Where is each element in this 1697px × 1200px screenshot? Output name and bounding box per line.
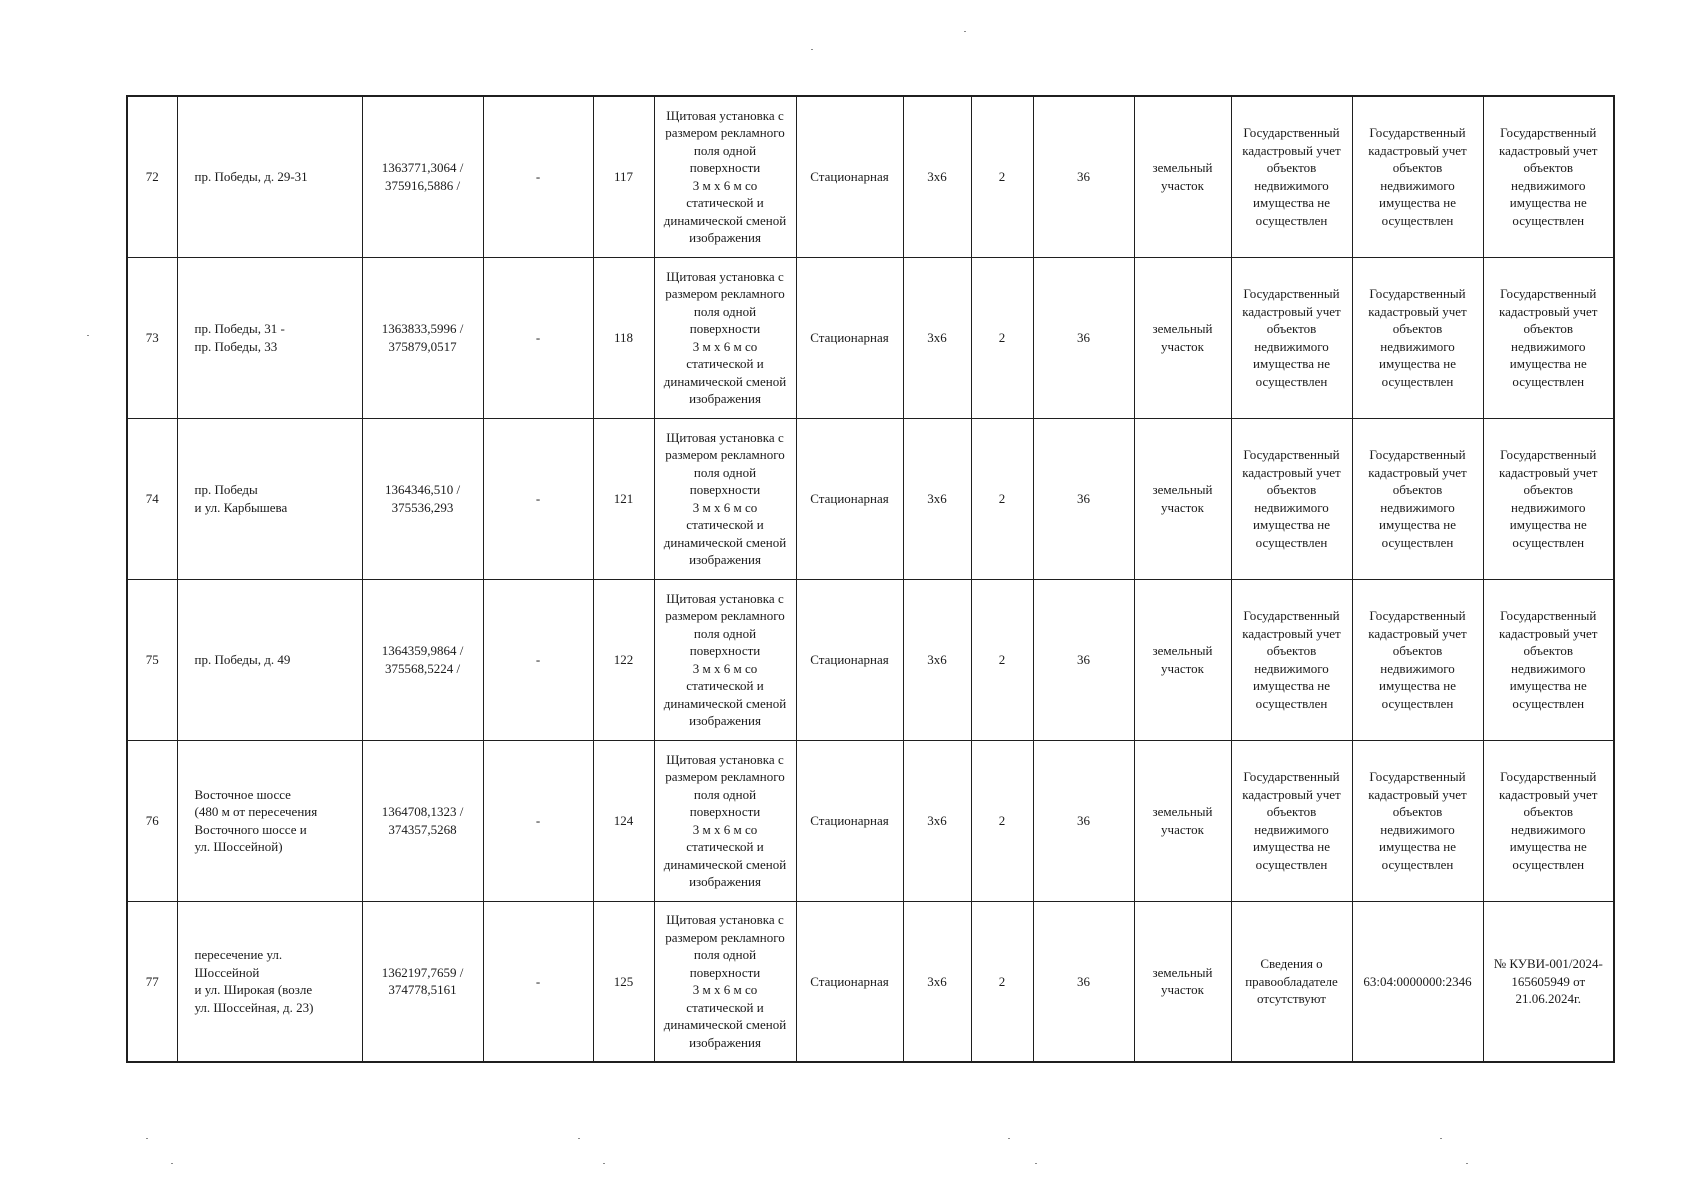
- table-row: [127, 418, 1614, 579]
- structure-number-cell: 121: [593, 418, 654, 579]
- registry-extract-cell: Государственный кадастровый учет объектов недвижимого имущества не осуществлен: [1483, 96, 1614, 257]
- area-cell: 36: [1033, 418, 1134, 579]
- land-type-cell: земельный участок: [1134, 418, 1231, 579]
- structure-number-cell: 125: [593, 901, 654, 1062]
- sides-count-cell: 2: [971, 901, 1033, 1062]
- row-number: 74: [127, 418, 177, 579]
- cadastral-number-cell: Государственный кадастровый учет объектов недвижимого имущества не осуществлен: [1352, 740, 1483, 901]
- cadastral-number-cell: Государственный кадастровый учет объектов недвижимого имущества не осуществлен: [1352, 579, 1483, 740]
- coordinates-cell: 1364346,510 / 375536,293: [362, 418, 483, 579]
- size-cell: 3х6: [903, 418, 971, 579]
- structure-kind-cell: Стационарная: [796, 901, 903, 1062]
- table-row: [127, 740, 1614, 901]
- sides-count-cell: 2: [971, 418, 1033, 579]
- table-row: [127, 579, 1614, 740]
- registry-extract-cell: Государственный кадастровый учет объектов недвижимого имущества не осуществлен: [1483, 418, 1614, 579]
- description-cell: Щитовая установка с размером рекламного поля одной поверхности 3 м х 6 м со статической и динамической сменой изображения: [654, 418, 796, 579]
- registry-extract-cell: Государственный кадастровый учет объектов недвижимого имущества не осуществлен: [1483, 579, 1614, 740]
- row-number: 72: [127, 96, 177, 257]
- scan-speck: [964, 31, 966, 32]
- area-cell: 36: [1033, 740, 1134, 901]
- owner-info-cell: Государственный кадастровый учет объектов недвижимого имущества не осуществлен: [1231, 579, 1352, 740]
- empty-dash-cell: -: [483, 257, 593, 418]
- advertising-structures-table: [126, 95, 1615, 1063]
- row-number: 77: [127, 901, 177, 1062]
- scan-speck: [87, 335, 89, 336]
- address-cell: пр. Победы, д. 49: [177, 579, 362, 740]
- size-cell: 3х6: [903, 579, 971, 740]
- address-cell: пр. Победы и ул. Карбышева: [177, 418, 362, 579]
- description-cell: Щитовая установка с размером рекламного поля одной поверхности 3 м х 6 м со статической и динамической сменой изображения: [654, 257, 796, 418]
- registry-extract-cell: № КУВИ-001/2024- 165605949 от 21.06.2024г.: [1483, 901, 1614, 1062]
- scan-speck: [1466, 1163, 1468, 1164]
- scan-speck: [1440, 1138, 1442, 1139]
- structure-kind-cell: Стационарная: [796, 418, 903, 579]
- land-type-cell: земельный участок: [1134, 96, 1231, 257]
- scan-speck: [811, 49, 813, 50]
- description-cell: Щитовая установка с размером рекламного поля одной поверхности 3 м х 6 м со статической и динамической сменой изображения: [654, 579, 796, 740]
- structure-number-cell: 118: [593, 257, 654, 418]
- coordinates-cell: 1362197,7659 / 374778,5161: [362, 901, 483, 1062]
- scan-speck: [1035, 1163, 1037, 1164]
- owner-info-cell: Сведения о правообладателе отсутствуют: [1231, 901, 1352, 1062]
- empty-dash-cell: -: [483, 579, 593, 740]
- structure-kind-cell: Стационарная: [796, 257, 903, 418]
- land-type-cell: земельный участок: [1134, 257, 1231, 418]
- scan-speck: [603, 1163, 605, 1164]
- address-cell: пересечение ул. Шоссейной и ул. Широкая (возле ул. Шоссейная, д. 23): [177, 901, 362, 1062]
- description-cell: Щитовая установка с размером рекламного поля одной поверхности 3 м х 6 м со статической и динамической сменой изображения: [654, 901, 796, 1062]
- owner-info-cell: Государственный кадастровый учет объектов недвижимого имущества не осуществлен: [1231, 257, 1352, 418]
- registry-extract-cell: Государственный кадастровый учет объектов недвижимого имущества не осуществлен: [1483, 740, 1614, 901]
- address-cell: пр. Победы, д. 29-31: [177, 96, 362, 257]
- empty-dash-cell: -: [483, 740, 593, 901]
- area-cell: 36: [1033, 901, 1134, 1062]
- empty-dash-cell: -: [483, 418, 593, 579]
- cadastral-number-cell: Государственный кадастровый учет объектов недвижимого имущества не осуществлен: [1352, 96, 1483, 257]
- cadastral-number-cell: Государственный кадастровый учет объектов недвижимого имущества не осуществлен: [1352, 257, 1483, 418]
- area-cell: 36: [1033, 257, 1134, 418]
- table-row: [127, 96, 1614, 257]
- structure-kind-cell: Стационарная: [796, 579, 903, 740]
- sides-count-cell: 2: [971, 740, 1033, 901]
- structure-kind-cell: Стационарная: [796, 740, 903, 901]
- structure-number-cell: 124: [593, 740, 654, 901]
- coordinates-cell: 1364359,9864 / 375568,5224 /: [362, 579, 483, 740]
- sides-count-cell: 2: [971, 579, 1033, 740]
- area-cell: 36: [1033, 579, 1134, 740]
- coordinates-cell: 1364708,1323 / 374357,5268: [362, 740, 483, 901]
- size-cell: 3х6: [903, 740, 971, 901]
- sides-count-cell: 2: [971, 96, 1033, 257]
- address-cell: пр. Победы, 31 - пр. Победы, 33: [177, 257, 362, 418]
- empty-dash-cell: -: [483, 96, 593, 257]
- scan-speck: [146, 1138, 148, 1139]
- table-row: [127, 257, 1614, 418]
- structure-number-cell: 117: [593, 96, 654, 257]
- size-cell: 3х6: [903, 257, 971, 418]
- cadastral-number-cell: 63:04:0000000:2346: [1352, 901, 1483, 1062]
- scan-speck: [578, 1138, 580, 1139]
- size-cell: 3х6: [903, 901, 971, 1062]
- land-type-cell: земельный участок: [1134, 740, 1231, 901]
- registry-extract-cell: Государственный кадастровый учет объектов недвижимого имущества не осуществлен: [1483, 257, 1614, 418]
- area-cell: 36: [1033, 96, 1134, 257]
- sides-count-cell: 2: [971, 257, 1033, 418]
- row-number: 76: [127, 740, 177, 901]
- owner-info-cell: Государственный кадастровый учет объектов недвижимого имущества не осуществлен: [1231, 740, 1352, 901]
- land-type-cell: земельный участок: [1134, 579, 1231, 740]
- owner-info-cell: Государственный кадастровый учет объектов недвижимого имущества не осуществлен: [1231, 418, 1352, 579]
- owner-info-cell: Государственный кадастровый учет объектов недвижимого имущества не осуществлен: [1231, 96, 1352, 257]
- row-number: 75: [127, 579, 177, 740]
- empty-dash-cell: -: [483, 901, 593, 1062]
- land-type-cell: земельный участок: [1134, 901, 1231, 1062]
- table-row: [127, 901, 1614, 1062]
- coordinates-cell: 1363771,3064 / 375916,5886 /: [362, 96, 483, 257]
- scan-speck: [1008, 1138, 1010, 1139]
- size-cell: 3х6: [903, 96, 971, 257]
- address-cell: Восточное шоссе (480 м от пересечения Восточного шоссе и ул. Шоссейной): [177, 740, 362, 901]
- cadastral-number-cell: Государственный кадастровый учет объектов недвижимого имущества не осуществлен: [1352, 418, 1483, 579]
- coordinates-cell: 1363833,5996 / 375879,0517: [362, 257, 483, 418]
- description-cell: Щитовая установка с размером рекламного поля одной поверхности 3 м х 6 м со статической и динамической сменой изображения: [654, 96, 796, 257]
- structure-number-cell: 122: [593, 579, 654, 740]
- table-body: [127, 96, 1614, 1062]
- description-cell: Щитовая установка с размером рекламного поля одной поверхности 3 м х 6 м со статической и динамической сменой изображения: [654, 740, 796, 901]
- scan-speck: [171, 1163, 173, 1164]
- structure-kind-cell: Стационарная: [796, 96, 903, 257]
- row-number: 73: [127, 257, 177, 418]
